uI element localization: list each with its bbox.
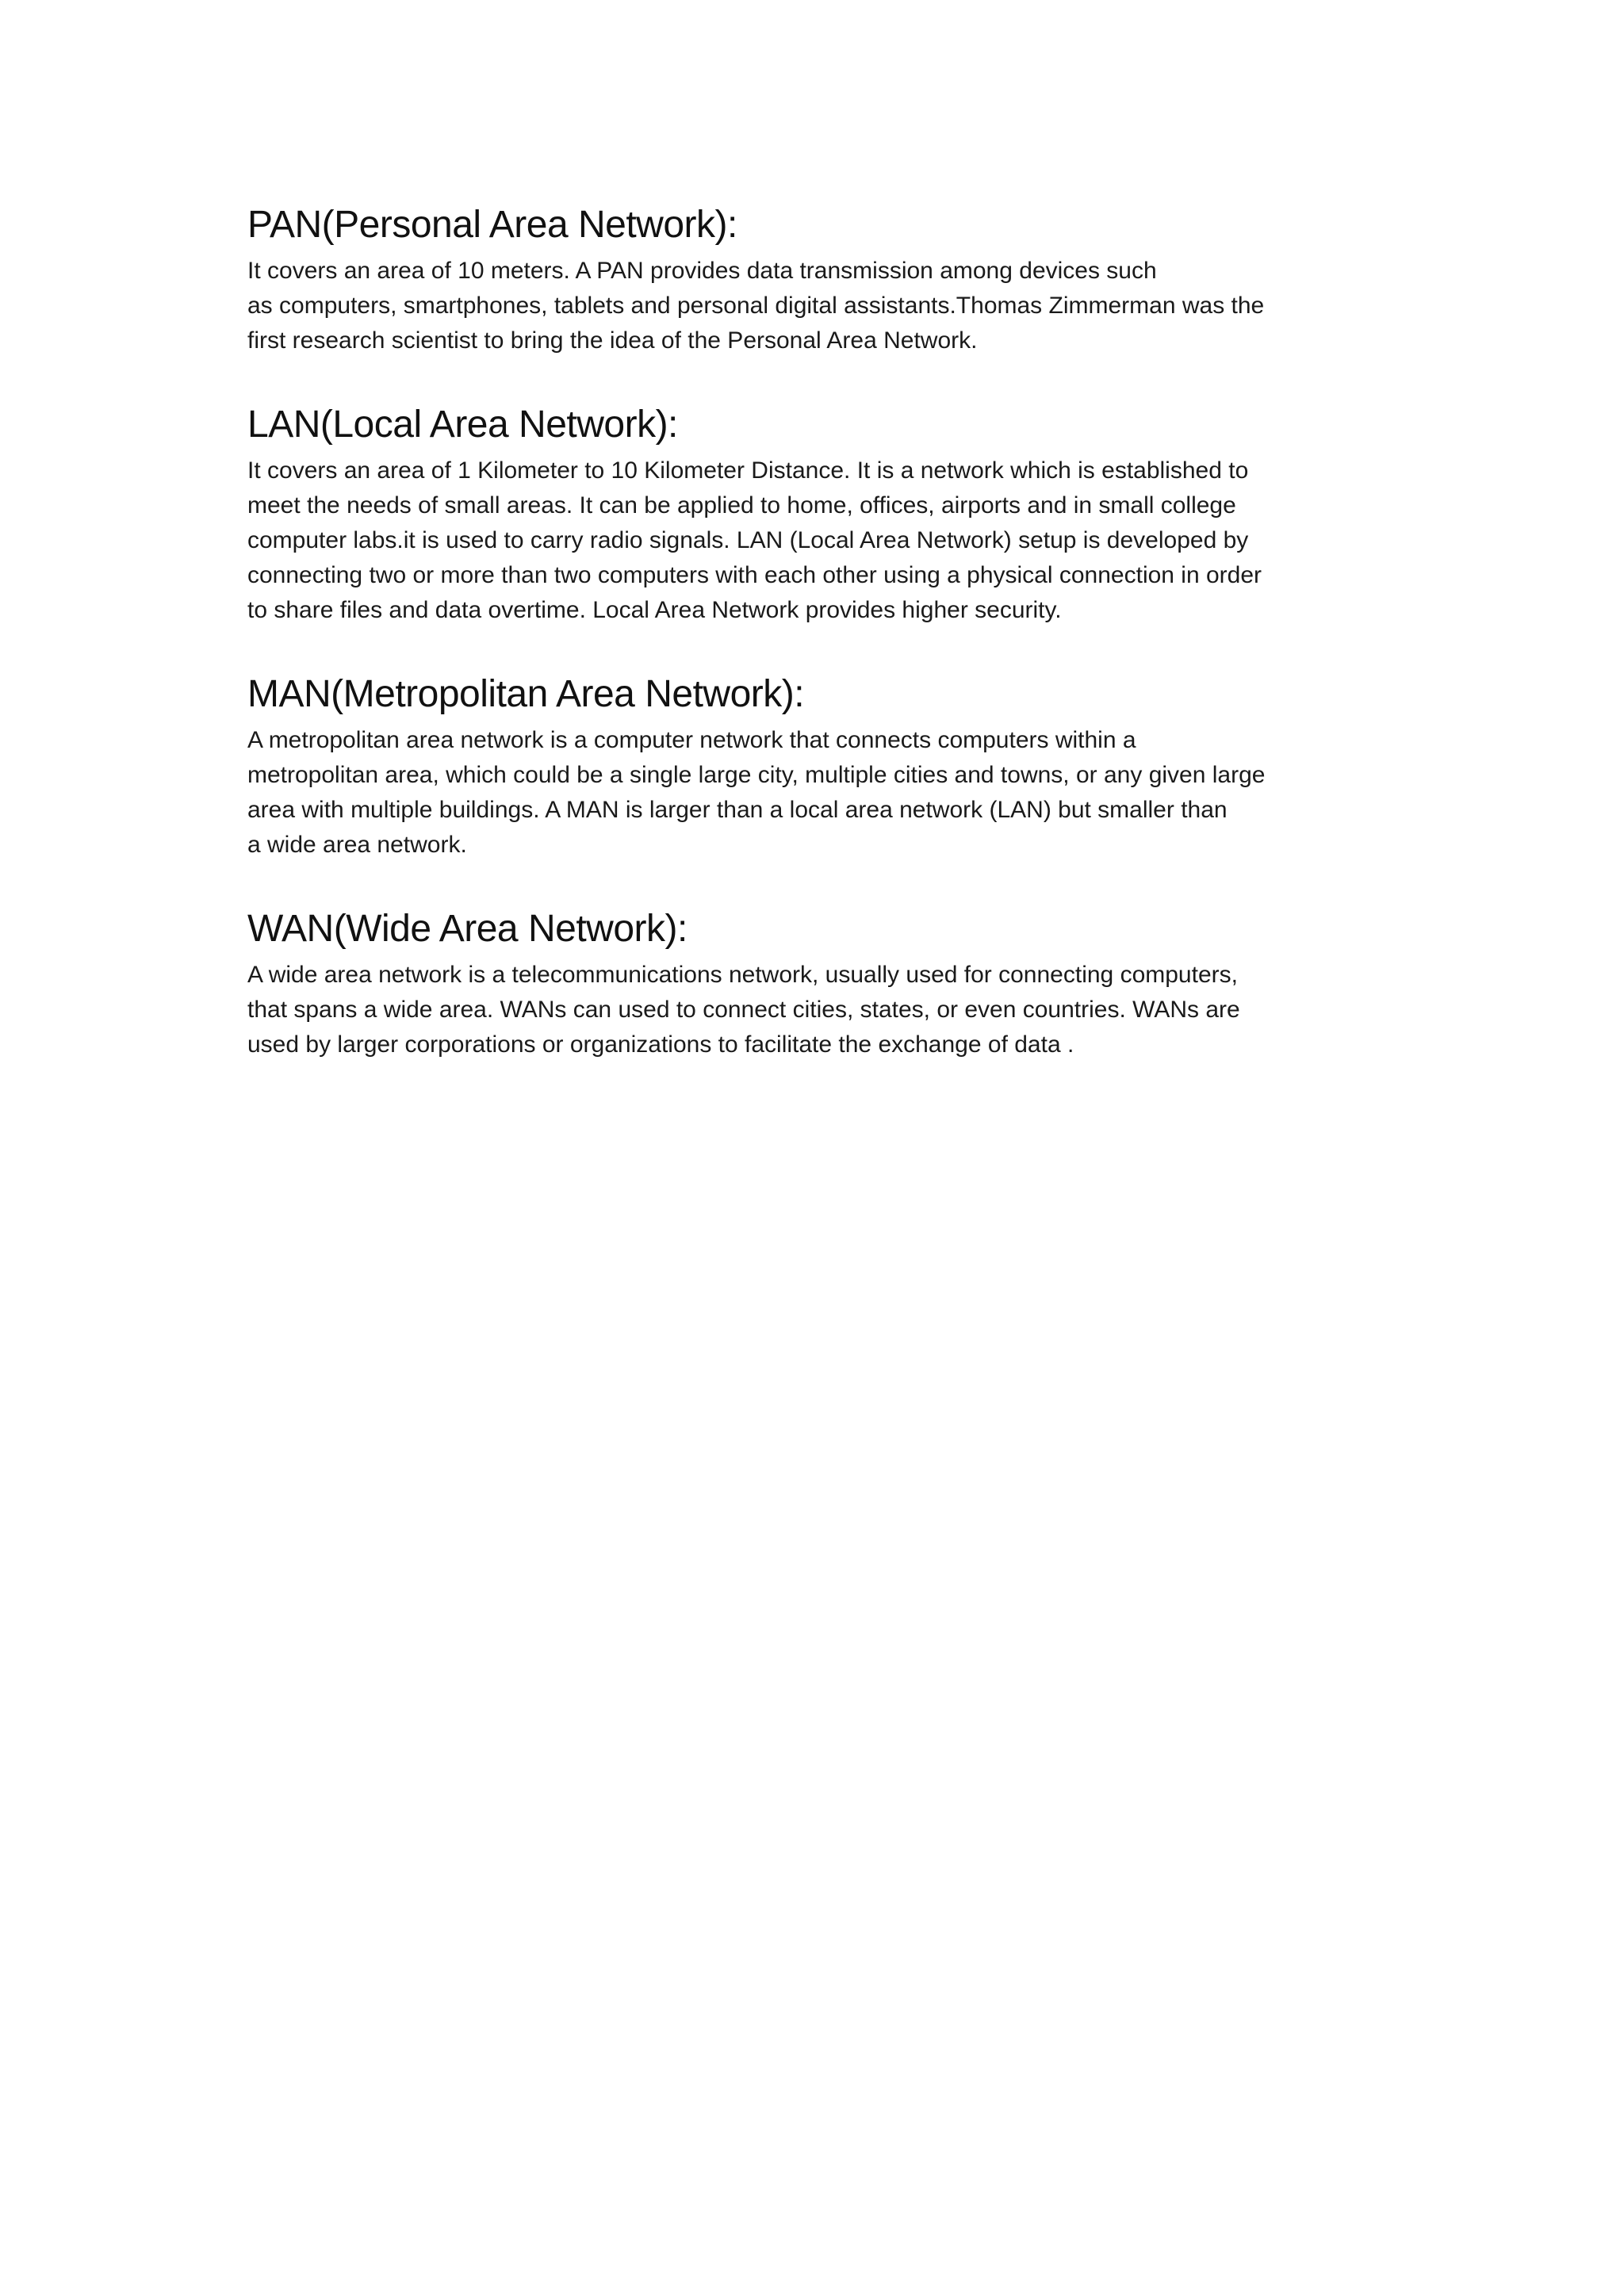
section-heading-wan: WAN(Wide Area Network): [247, 908, 688, 950]
section-lan [247, 400, 1405, 628]
paragraph-line: used by larger corporations or organizations to facilitate the exchange of data . [247, 1031, 1074, 1058]
paragraph-line: It covers an area of 1 Kilometer to 10 Kilometer Distance. It is a network which is established to [247, 457, 1249, 484]
paragraph-line: A metropolitan area network is a computer network that connects computers within a [247, 727, 1136, 753]
paragraph-line: meet the needs of small areas. It can be applied to home, offices, airports and in small college [247, 492, 1236, 519]
section-wan [247, 904, 1405, 1062]
section-pan [247, 200, 1405, 358]
paragraph-line: It covers an area of 10 meters. A PAN provides data transmission among devices such [247, 258, 1157, 284]
section-heading-lan: LAN(Local Area Network): [247, 404, 678, 446]
paragraph-line: first research scientist to bring the idea of the Personal Area Network. [247, 327, 978, 354]
paragraph-line: that spans a wide area. WANs can used to connect cities, states, or even countries. WANs are [247, 997, 1240, 1023]
section-heading-man: MAN(Metropolitan Area Network): [247, 673, 805, 715]
section-heading-pan: PAN(Personal Area Network): [247, 204, 737, 246]
section-man [247, 669, 1405, 863]
paragraph-line: a wide area network. [247, 832, 467, 858]
paragraph-line: to share files and data overtime. Local Area Network provides higher security. [247, 597, 1062, 623]
paragraph-line: computer labs.it is used to carry radio signals. LAN (Local Area Network) setup is developed by [247, 527, 1249, 553]
paragraph-line: metropolitan area, which could be a single large city, multiple cities and towns, or any given large [247, 762, 1266, 788]
document-body [247, 200, 1405, 1062]
paragraph-line: as computers, smartphones, tablets and personal digital assistants.Thomas Zimmerman was the [247, 293, 1265, 319]
paragraph-line: area with multiple buildings. A MAN is larger than a local area network (LAN) but smaller than [247, 797, 1228, 823]
paragraph-line: connecting two or more than two computers with each other using a physical connection in order [247, 562, 1262, 588]
paragraph-line: A wide area network is a telecommunications network, usually used for connecting computers, [247, 962, 1238, 988]
